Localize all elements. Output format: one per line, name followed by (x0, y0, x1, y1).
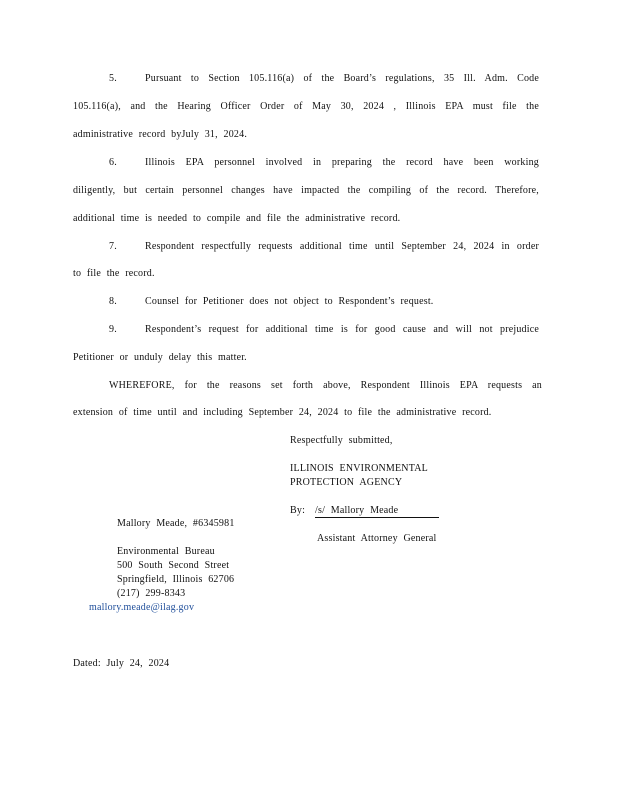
paragraph-5-line-1: Pursuant to Section 105.116(a) of the Board’s regulations, 35 Ill. Adm. Code (145, 73, 539, 84)
paragraph-9-line-1: Respondent’s request for additional time is for good cause and will not prejudice (145, 324, 539, 335)
paragraph-7-line-1: Respondent respectfully requests additional time until September 24, 2024 in order (145, 241, 539, 252)
paragraph-7-number: 7. (109, 241, 117, 252)
paragraph-6-line-2: diligently, but certain personnel changes have impacted the compiling of the record. Therefore, (73, 185, 539, 196)
dated-line: Dated: July 24, 2024 (73, 658, 170, 669)
wherefore-line-2: extension of time until and including September 24, 2024 to file the administrative record. (73, 407, 492, 418)
counsel-phone: (217) 299-8343 (117, 588, 186, 599)
paragraph-8-line-1: Counsel for Petitioner does not object to Respondent’s request. (145, 296, 434, 307)
signer-title: Assistant Attorney General (317, 533, 437, 544)
paragraph-5-line-2: 105.116(a), and the Hearing Officer Order of May 30, 2024 , Illinois EPA must file the (73, 101, 539, 112)
agency-name-line-1: ILLINOIS ENVIRONMENTAL (290, 463, 428, 474)
counsel-name: Mallory Meade, #6345981 (117, 518, 235, 529)
agency-name-line-2: PROTECTION AGENCY (290, 477, 403, 488)
counsel-email-link[interactable]: mallory.meade@ilag.gov (89, 602, 195, 613)
signature: /s/ Mallory Meade (315, 505, 439, 518)
paragraph-5-number: 5. (109, 73, 117, 84)
paragraph-7-line-2: to file the record. (73, 268, 155, 279)
counsel-bureau: Environmental Bureau (117, 546, 215, 557)
counsel-city: Springfield, Illinois 62706 (117, 574, 235, 585)
counsel-street: 500 South Second Street (117, 560, 230, 571)
by-label: By: (290, 505, 306, 516)
paragraph-6-number: 6. (109, 157, 117, 168)
paragraph-9-line-2: Petitioner or unduly delay this matter. (73, 352, 247, 363)
paragraph-6-line-1: Illinois EPA personnel involved in preparing the record have been working (145, 157, 539, 168)
paragraph-6-line-3: additional time is needed to compile and file the administrative record. (73, 213, 401, 224)
paragraph-8-number: 8. (109, 296, 117, 307)
paragraph-9-number: 9. (109, 324, 117, 335)
paragraph-5-line-3: administrative record byJuly 31, 2024. (73, 129, 248, 140)
wherefore-line-1: WHEREFORE, for the reasons set forth above, Respondent Illinois EPA requests an (109, 380, 542, 391)
closing: Respectfully submitted, (290, 435, 393, 446)
